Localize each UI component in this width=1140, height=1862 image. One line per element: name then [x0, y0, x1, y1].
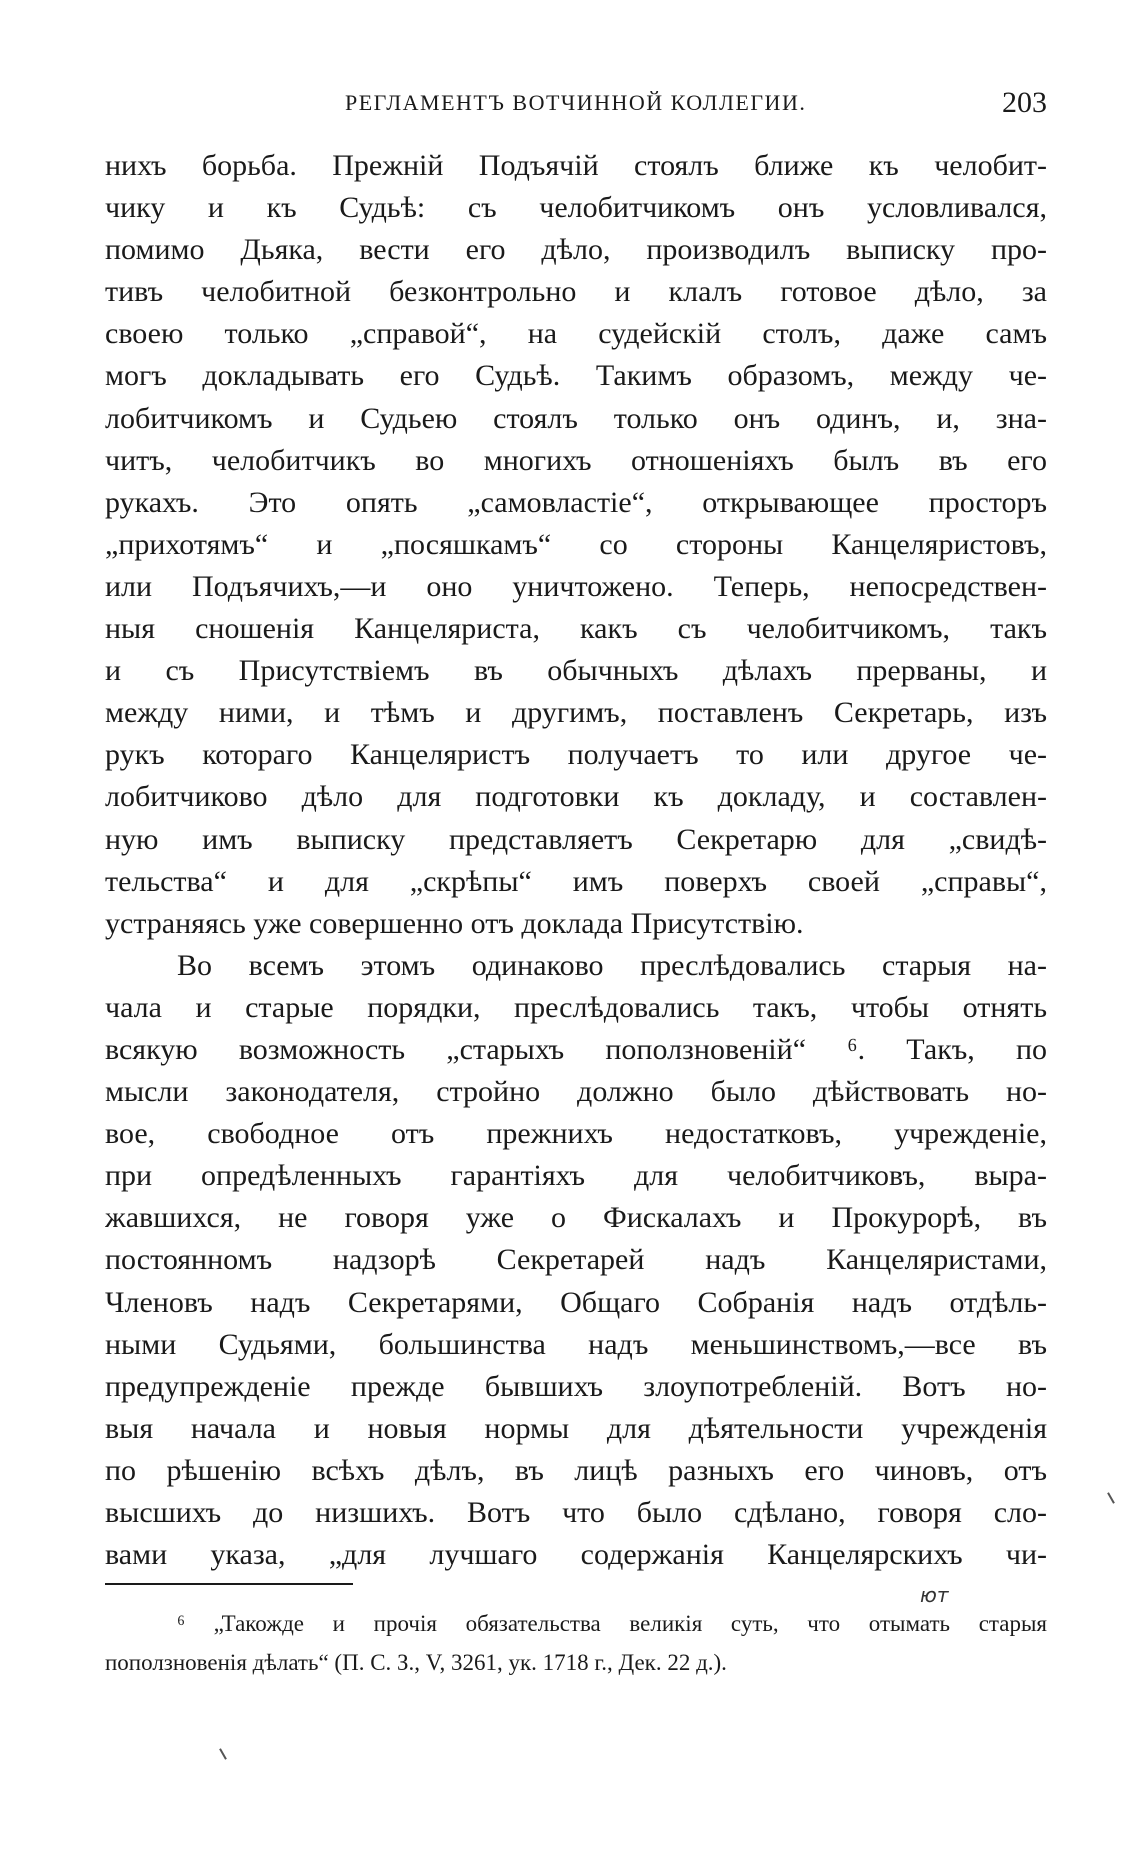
text-line: рукъ котораго Канцеляристъ получаетъ то или другое че- [105, 738, 1047, 772]
stray-ink-mark [219, 1748, 227, 1759]
text-line: рукахъ. Это опять „самовластіе“, открывающее просторъ [105, 485, 1047, 519]
text-line: жавшихся, не говоря уже о Фискалахъ и Прокурорѣ, въ [105, 1201, 1047, 1235]
text-line: тивъ челобитной безконтрольно и клалъ готовое дѣло, за [105, 275, 1047, 309]
text-line: лобитчиково дѣло для подготовки къ докладу, и составлен- [105, 780, 1047, 814]
body-text [105, 145, 1047, 1576]
text-line: вое, свободное отъ прежнихъ недостатковъ, учрежденіе, [105, 1117, 1047, 1151]
text-line: или Подъячихъ,—и оно уничтожено. Теперь, непосредствен- [105, 569, 1047, 603]
text-line: предупрежденіе прежде бывшихъ злоупотребленій. Вотъ но- [105, 1369, 1047, 1403]
handwritten-correction: ют [920, 1583, 949, 1607]
text-line: „прихотямъ“ и „посяшкамъ“ со стороны Канцеляристовъ, [105, 527, 1047, 561]
text-line: Членовъ надъ Секретарями, Общаго Собранія надъ отдѣль- [105, 1285, 1047, 1319]
text-line: мысли законодателя, стройно должно было дѣйствовать но- [105, 1075, 1047, 1109]
text-line: ныя сношенія Канцеляриста, какъ съ челобитчикомъ, такъ [105, 612, 1047, 646]
text-line: постоянномъ надзорѣ Секретарей надъ Канцеляристами, [105, 1243, 1047, 1277]
paragraph-start-line: Во всемъ этомъ одинаково преслѣдовались старыя на- [177, 948, 1047, 982]
text-line: помимо Дьяка, вести его дѣло, производилъ выписку про- [105, 233, 1047, 267]
text-line: вами указа, „для лучшаго содержанія Канцелярскихъ чи- [105, 1538, 1047, 1572]
text-line: нихъ борьба. Прежній Подъячій стоялъ ближе къ челобит- [105, 149, 1047, 182]
running-head [105, 86, 1047, 126]
text-line: высшихъ до низшихъ. Вотъ что было сдѣлано, говоря сло- [105, 1496, 1047, 1529]
text-line: при опредѣленныхъ гарантіяхъ для челобитчиковъ, выра- [105, 1159, 1047, 1193]
page-number: 203 [1002, 86, 1047, 119]
footnote [105, 1604, 1047, 1682]
text-line: лобитчикомъ и Судьею стоялъ только онъ одинъ, и, зна- [105, 401, 1047, 435]
text-line: тельства“ и для „скрѣпы“ имъ поверхъ своей „справы“, [105, 864, 1047, 898]
footnote-divider [105, 1583, 353, 1585]
text-line: выя начала и новыя нормы для дѣятельности учрежденія [105, 1411, 1047, 1445]
text-line: ными Судьями, большинства надъ меньшинствомъ,—все въ [105, 1327, 1047, 1361]
footnote-line: ⁶ „Такожде и прочія обязательства великія суть, что отымать старыя [177, 1611, 1047, 1636]
text-line: и съ Присутствіемъ въ обычныхъ дѣлахъ прерваны, и [105, 654, 1047, 688]
paragraph-end-line: устраняясь уже совершенно отъ доклада Присутствію. [105, 906, 804, 940]
footnote-line: поползновенія дѣлать“ (П. С. З., V, 3261, ук. 1718 г., Дек. 22 д.). [105, 1650, 727, 1675]
text-line: всякую возможность „старыхъ поползновеній“ ⁶. Такъ, по [105, 1032, 1047, 1066]
text-line: читъ, челобитчикъ во многихъ отношеніяхъ былъ въ его [105, 443, 1047, 477]
text-line: могъ докладывать его Судьѣ. Такимъ образомъ, между че- [105, 359, 1047, 393]
text-line: чику и къ Судьѣ: съ челобитчикомъ онъ условливался, [105, 191, 1047, 225]
stray-ink-mark [1107, 1492, 1115, 1503]
running-title: РЕГЛАМЕНТЪ ВОТЧИННОЙ КОЛЛЕГИИ. [345, 90, 807, 115]
text-line: своею только „справой“, на судейскій столъ, даже самъ [105, 317, 1047, 351]
text-line: чала и старые порядки, преслѣдовались такъ, чтобы отнять [105, 990, 1047, 1024]
text-line: по рѣшенію всѣхъ дѣлъ, въ лицѣ разныхъ его чиновъ, отъ [105, 1453, 1047, 1487]
text-line: между ними, и тѣмъ и другимъ, поставленъ Секретарь, изъ [105, 696, 1047, 730]
text-line: ную имъ выписку представляетъ Секретарю для „свидѣ- [105, 822, 1047, 856]
